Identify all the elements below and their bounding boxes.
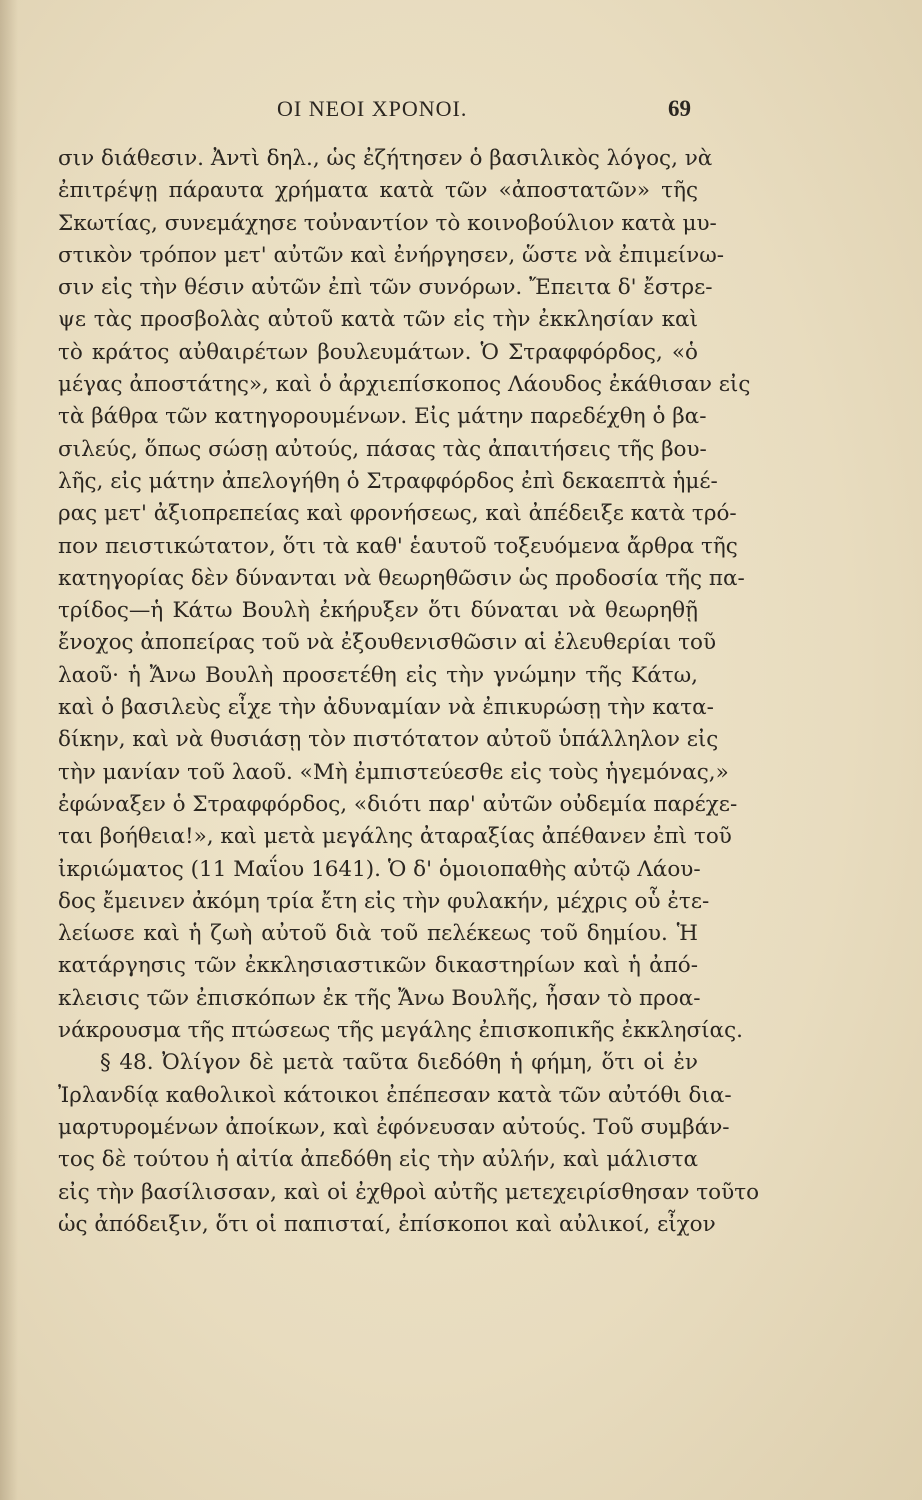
text-line: ρας μετ' ἀξιοπρεπείας καὶ φρονήσεως, καὶ ἀπέδειξε κατὰ τρό- xyxy=(58,501,737,527)
text-line: ὡς ἀπόδειξιν, ὅτι οἱ παπισταί, ἐπίσκοποι καὶ αὐλικοί, εἶχον xyxy=(58,1211,716,1237)
text-line: τος δὲ τούτου ἡ αἰτία ἀπεδόθη εἰς τὴν αὐλήν, καὶ μάλιστα xyxy=(58,1147,698,1173)
text-line: Ἰρλανδίᾳ καθολικοὶ κάτοικοι ἐπέπεσαν κατὰ τῶν αὐτόθι δια- xyxy=(58,1082,732,1108)
text-line: καὶ ὁ βασιλεὺς εἶχε τὴν ἀδυναμίαν νὰ ἐπικυρώσῃ τὴν κατα- xyxy=(58,695,714,721)
text-line: κατάργησις τῶν ἐκκλησιαστικῶν δικαστηρίων καὶ ἡ ἀπό- xyxy=(58,953,698,979)
text-line: τὸ κράτος αὐθαιρέτων βουλευμάτων. Ὁ Στραφφόρδος, «ὁ xyxy=(58,339,698,365)
text-line: τὰ βάθρα τῶν κατηγορουμένων. Εἰς μάτην παρεδέχθη ὁ βα- xyxy=(58,404,707,430)
text-line: ἔνοχος ἀποπείρας τοῦ νὰ ἐξουθενισθῶσιν αἱ ἐλευθερίαι τοῦ xyxy=(58,630,717,656)
running-title: ΟΙ ΝΕΟΙ ΧΡΟΝΟΙ. xyxy=(277,96,468,121)
text-line: δίκην, καὶ νὰ θυσιάσῃ τὸν πιστότατον αὐτοῦ ὑπάλληλον εἰς xyxy=(58,727,719,753)
text-line: ἰκριώματος (11 Μαΐου 1641). Ὁ δ' ὁμοιοπαθὴς αὐτῷ Λάου- xyxy=(58,856,701,882)
text-line: μέγας ἀποστάτης», καὶ ὁ ἀρχιεπίσκοπος Λάουδος ἐκάθισαν εἰς xyxy=(58,372,751,398)
text-line: ται βοήθεια!», καὶ μετὰ μεγάλης ἀταραξίας ἀπέθανεν ἐπὶ τοῦ xyxy=(58,824,732,850)
text-line: νάκρουσμα τῆς πτώσεως τῆς μεγάλης ἐπισκοπικῆς ἐκκλησίας. xyxy=(58,1018,743,1044)
text-line: τὴν μανίαν τοῦ λαοῦ. «Μὴ ἐμπιστεύεσθε εἰς τοὺς ἡγεμόνας,» xyxy=(58,759,729,785)
text-line: πον πειστικώτατον, ὅτι τὰ καθ' ἑαυτοῦ τοξευόμενα ἄρθρα τῆς xyxy=(58,533,738,559)
text-line: λείωσε καὶ ἡ ζωὴ αὐτοῦ διὰ τοῦ πελέκεως τοῦ δημίου. Ἡ xyxy=(58,921,698,947)
binding-shadow xyxy=(0,0,18,1500)
text-line: κατηγορίας δὲν δύνανται νὰ θεωρηθῶσιν ὡς προδοσία τῆς πα- xyxy=(58,565,745,591)
page-header xyxy=(60,96,691,132)
text-line: κλεισις τῶν ἐπισκόπων ἐκ τῆς Ἄνω Βουλῆς, ἦσαν τὸ προα- xyxy=(58,985,701,1011)
body-text xyxy=(58,143,760,1241)
text-line: τρίδος—ἡ Κάτω Βουλὴ ἐκήρυξεν ὅτι δύναται νὰ θεωρηθῇ xyxy=(58,598,698,624)
text-line: λαοῦ· ἡ Ἄνω Βουλὴ προσετέθη εἰς τὴν γνώμην τῆς Κάτω, xyxy=(58,662,698,688)
text-line: μαρτυρομένων ἀποίκων, καὶ ἐφόνευσαν αὐτούς. Τοῦ συμβάν- xyxy=(58,1114,730,1140)
text-line: εἰς τὴν βασίλισσαν, καὶ οἱ ἐχθροὶ αὐτῆς μετεχειρίσθησαν τοῦτο xyxy=(58,1179,760,1205)
text-line: σιν διάθεσιν. Ἀντὶ δηλ., ὡς ἐζήτησεν ὁ βασιλικὸς λόγος, νὰ xyxy=(58,146,713,171)
text-line: δος ἔμεινεν ἀκόμη τρία ἔτη εἰς τὴν φυλακήν, μέχρις οὗ ἐτε- xyxy=(58,888,710,914)
text-line: Σκωτίας, συνεμάχησε τοὐναντίον τὸ κοινοβούλιον κατὰ μυ- xyxy=(58,210,717,236)
text-line: ψε τὰς προσβολὰς αὐτοῦ κατὰ τῶν εἰς τὴν ἐκκλησίαν καὶ xyxy=(58,307,698,333)
text-line: στικὸν τρόπον μετ' αὐτῶν καὶ ἐνήργησεν, ὥστε νὰ ἐπιμείνω- xyxy=(58,242,725,268)
page-number: 69 xyxy=(668,96,691,121)
text-line: ἐπιτρέψῃ πάραυτα χρήματα κατὰ τῶν «ἀποστατῶν» τῆς xyxy=(58,178,698,204)
text-line: λῆς, εἰς μάτην ἀπελογήθη ὁ Στραφφόρδος ἐπὶ δεκαεπτὰ ἡμέ- xyxy=(58,468,718,494)
text-line: ἐφώναξεν ὁ Στραφφόρδος, «διότι παρ' αὐτῶν οὐδεμία παρέχε- xyxy=(58,791,738,817)
text-line: σιλεύς, ὅπως σώσῃ αὐτούς, πάσας τὰς ἀπαιτήσεις τῆς βου- xyxy=(58,436,707,462)
section-heading-line: § 48. Ὀλίγον δὲ μετὰ ταῦτα διεδόθη ἡ φήμη, ὅτι οἱ ἐν xyxy=(100,1050,698,1076)
text-line: σιν εἰς τὴν θέσιν αὐτῶν ἐπὶ τῶν συνόρων. Ἔπειτα δ' ἔστρε- xyxy=(58,275,713,301)
